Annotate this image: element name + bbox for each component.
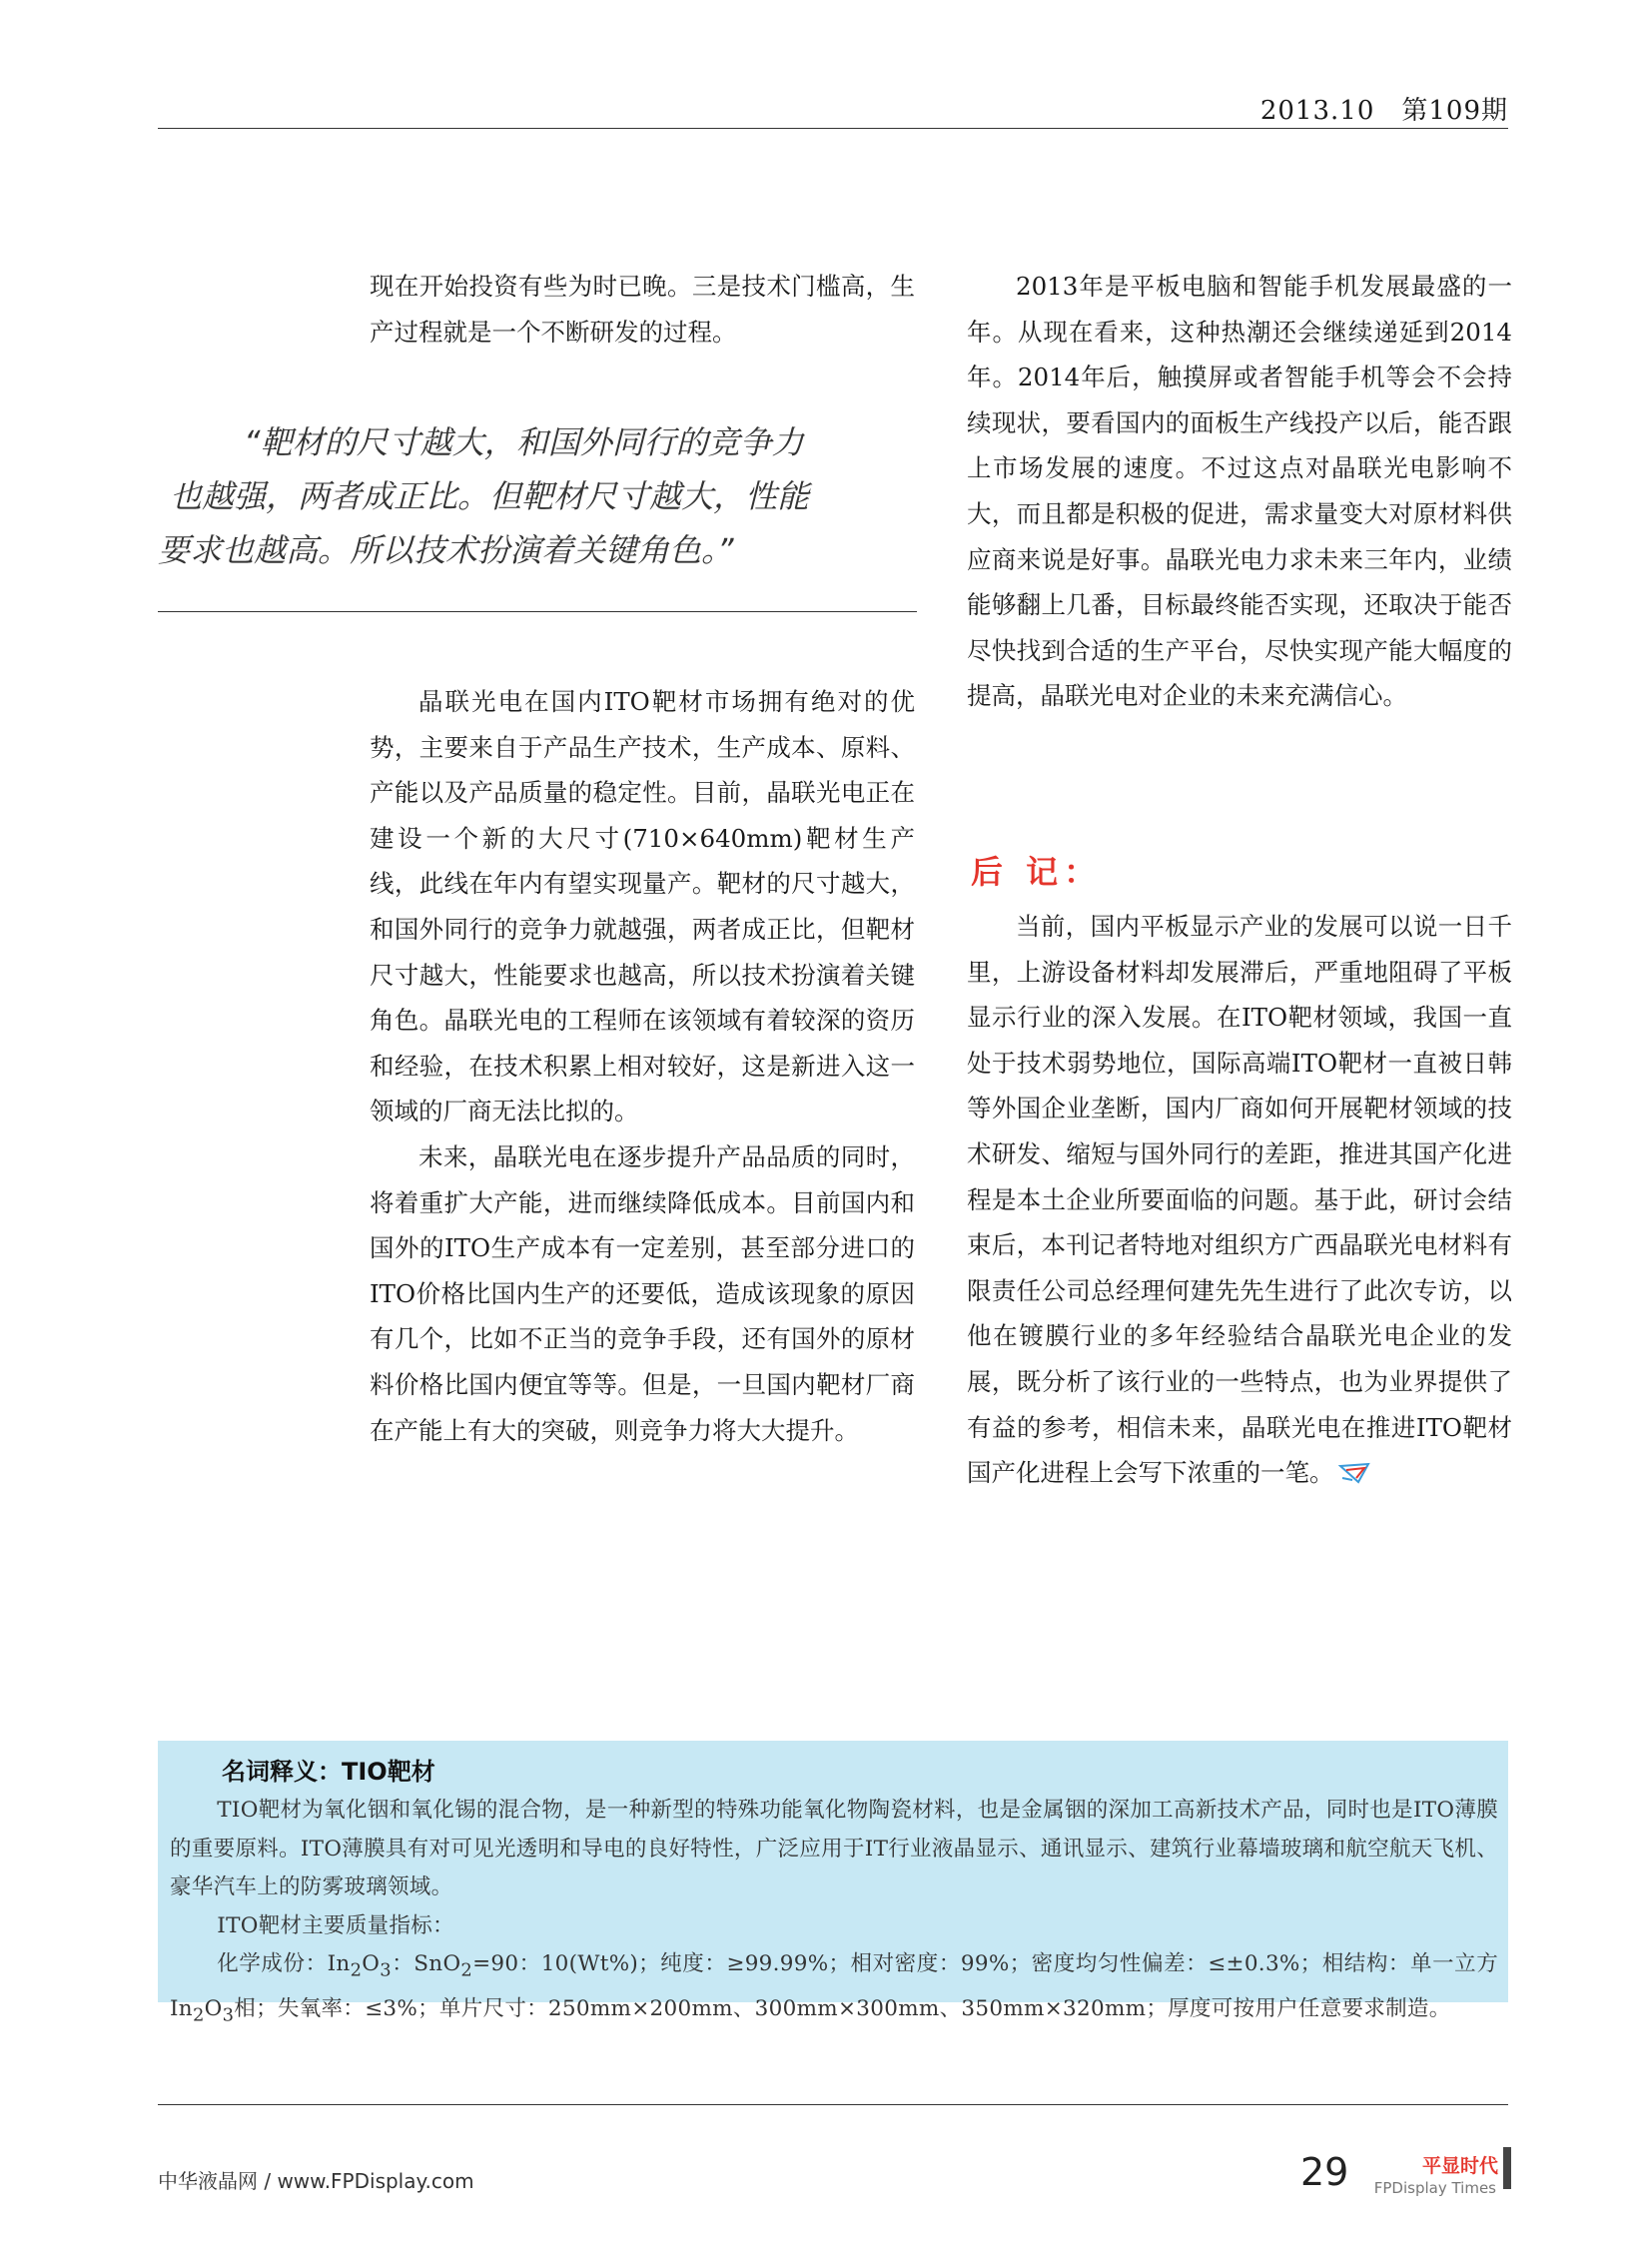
- page-number: 29: [1300, 2150, 1349, 2194]
- paragraph: [967, 904, 1512, 1496]
- paragraph: 现在开始投资有些为时已晚。三是技术门槛高，生产过程就是一个不断研发的过程。: [370, 272, 915, 347]
- footer-bar: [1503, 2147, 1511, 2189]
- subscript: 3: [380, 1959, 392, 1981]
- paragraph: 2013年是平板电脑和智能手机发展最盛的一年。从现在看来，这种热潮还会继续递延到2014年。2014年后，触摸屏或者智能手机等会不会持续现状，要看国内的面板生产线投产以后，能否跟上市场发展的速度。不过这点对晶联光电影响不大，而且都是积极的促进，需求量变大对原材料供应商来说是好事。晶联光电力求未来三年内，业绩能够翻上几番，目标最终能否实现，还取决于能否尽快找到合适的生产平台，尽快实现产能大幅度的提高，晶联光电对企业的未来充满信心。: [967, 272, 1512, 711]
- glossary-paragraph: TIO靶材为氧化铟和氧化锡的混合物，是一种新型的特殊功能氧化物陶瓷材料，也是金属铟的深加工高新技术产品，同时也是ITO薄膜的重要原料。ITO薄膜具有对可见光透明和导电的良好特性，广泛应用于IT行业液晶显示、通讯显示、建筑行业幕墙玻璃和航空航天飞机、豪华汽车上的防雾玻璃领域。: [170, 1798, 1498, 1899]
- magazine-name-cn: 平显时代: [1422, 2155, 1499, 2177]
- afterword-heading: 后 记：: [971, 853, 1103, 891]
- pull-quote-line: “靶材的尺寸越大，和国外同行的竞争力: [244, 423, 804, 461]
- afterword-text: 当前，国内平板显示产业的发展可以说一日千里，上游设备材料却发展滞后，严重地阻碍了平板显示行业的深入发展。在ITO靶材领域，我国一直处于技术弱势地位，国际高端ITO靶材一直被日韩等外国企业垄断，国内厂商如何开展靶材领域的技术研发、缩短与国外同行的差距，推进其国产化进程是本土企业所要面临的问题。基于此，研讨会结束后，本刊记者特地对组织方广西晶联光电材料有限责任公司总经理何建先先生进行了此次专访，以他在镀膜行业的多年经验结合晶联光电企业的发展，既分析了该行业的一些特点，也为业界提供了有益的参考，相信未来，晶联光电在推进ITO靶材国产化进程上会写下浓重的一笔。: [967, 912, 1512, 1488]
- glossary-body: [170, 1792, 1498, 2035]
- subscript: 3: [222, 2004, 235, 2026]
- pull-quote: [158, 415, 917, 577]
- text-run: O: [204, 1995, 223, 2021]
- left-column-top: [370, 264, 915, 355]
- end-mark-icon: [1338, 1462, 1372, 1484]
- text-run: =90：10(Wt%)；纯度：≥99.99%；相对密度：99%；密度均匀性偏差：≤±0.3%；相结构：单一立方In: [170, 1951, 1499, 2021]
- footer-site: 中华液晶网 / www.FPDisplay.com: [158, 2169, 474, 2193]
- right-column-top: [967, 264, 1512, 719]
- footer-rule: [158, 2104, 1508, 2105]
- left-column-main: [370, 679, 915, 1453]
- glossary-title: 名词释义：TIO靶材: [222, 1758, 435, 1786]
- text-run: 相；失氧率：≤3%；单片尺寸：250mm×200mm、300mm×300mm、350mm×320mm；厚度可按用户任意要求制造。: [234, 1995, 1451, 2021]
- pull-quote-line: 也越强，两者成正比。但靶材尺寸越大，性能: [170, 477, 810, 515]
- subscript: 2: [192, 2004, 205, 2026]
- text-run: ：SnO: [391, 1951, 461, 1976]
- afterword-body: [967, 904, 1512, 1496]
- text-run: O: [362, 1951, 381, 1976]
- issue-number: 2013.10 第109期: [1259, 96, 1508, 126]
- magazine-name-en: FPDisplay Times: [1373, 2179, 1496, 2197]
- text-run: 化学成份：In: [217, 1951, 351, 1976]
- glossary-paragraph: ITO靶材主要质量指标：: [217, 1912, 454, 1938]
- pull-quote-rule: [158, 611, 917, 612]
- pull-quote-line: 要求也越高。所以技术扮演着关键角色。”: [158, 531, 734, 569]
- subscript: 2: [350, 1959, 363, 1981]
- subscript: 2: [460, 1959, 473, 1981]
- glossary-paragraph: [170, 1945, 1498, 2035]
- paragraph: 晶联光电在国内ITO靶材市场拥有绝对的优势，主要来自于产品生产技术，生产成本、原料、产能以及产品质量的稳定性。目前，晶联光电正在建设一个新的大尺寸(710×640mm)靶材生产线，此线在年内有望实现量产。靶材的尺寸越大，和国外同行的竞争力就越强，两者成正比，但靶材尺寸越大，性能要求也越高，所以技术扮演着关键角色。晶联光电的工程师在该领域有着较深的资历和经验，在技术积累上相对较好，这是新进入这一领域的厂商无法比拟的。: [370, 687, 915, 1126]
- header-rule: [158, 128, 1508, 129]
- paragraph: 未来，晶联光电在逐步提升产品品质的同时，将着重扩大产能，进而继续降低成本。目前国内和国外的ITO生产成本有一定差别，甚至部分进口的ITO价格比国内生产的还要低，造成该现象的原因有几个，比如不正当的竞争手段，还有国外的原材料价格比国内便宜等等。但是，一旦国内靶材厂商在产能上有大的突破，则竞争力将大大提升。: [370, 1141, 915, 1445]
